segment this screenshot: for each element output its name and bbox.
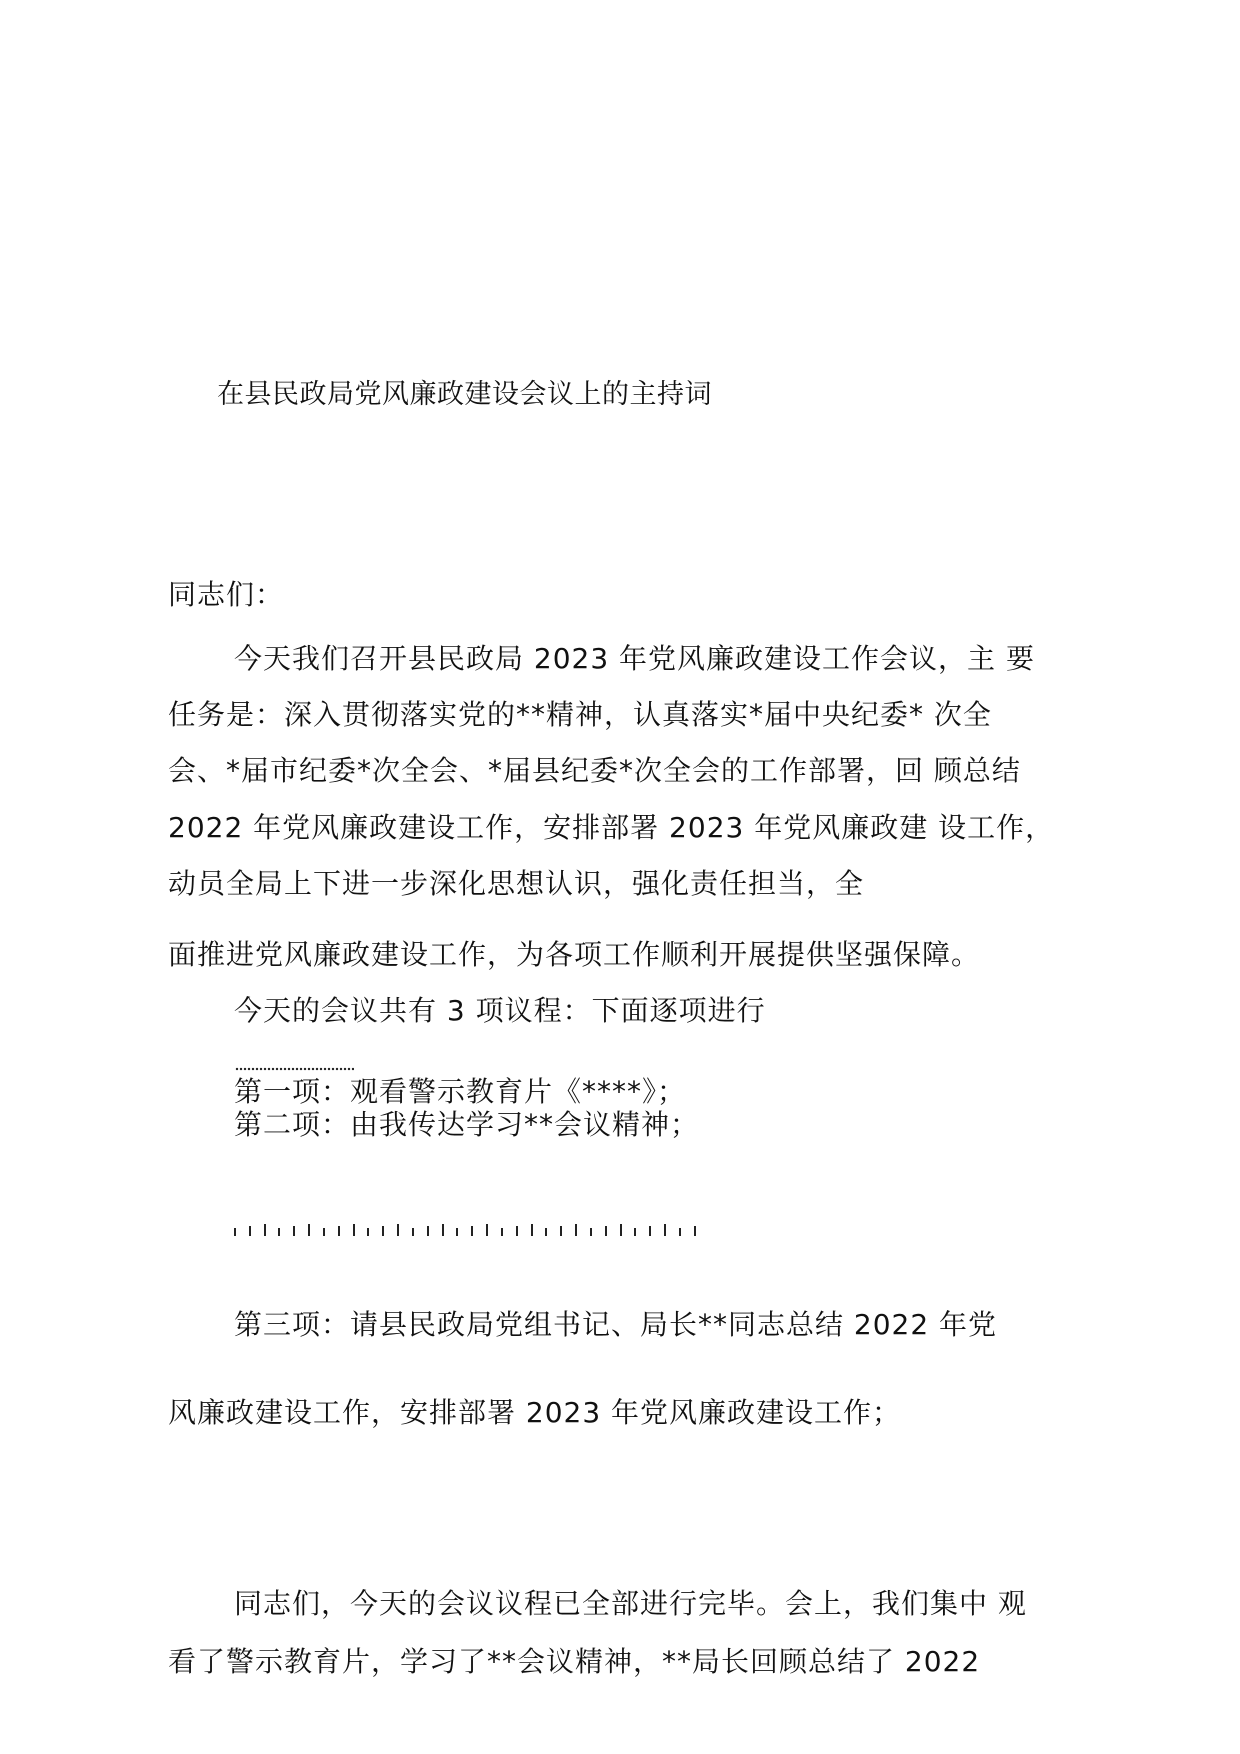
tick-mark <box>412 1228 414 1236</box>
agenda-item-3: 第三项：请县民政局党组书记、局长**同志总结 2022 年党 <box>234 1308 998 1341</box>
tick-mark <box>308 1224 310 1236</box>
tick-mark <box>278 1228 280 1236</box>
tick-mark <box>634 1228 636 1236</box>
agenda-item-1: 第一项：观看警示教育片《****》； <box>234 1075 687 1108</box>
tick-mark <box>501 1228 503 1236</box>
tick-mark <box>620 1224 622 1236</box>
tick-mark <box>367 1228 369 1236</box>
closing-line: 同志们，今天的会议议程已全部进行完毕。会上，我们集中 观 <box>234 1587 1027 1620</box>
paragraph-line: 2022 年党风廉政建设工作，安排部署 2023 年党风廉政建 设工作， <box>168 811 1055 844</box>
tick-mark <box>234 1228 236 1236</box>
tick-mark <box>353 1224 355 1236</box>
tick-mark <box>338 1226 340 1236</box>
tick-mark <box>649 1226 651 1236</box>
tick-mark <box>293 1226 295 1236</box>
tick-mark <box>397 1224 399 1236</box>
tick-mark <box>605 1226 607 1236</box>
agenda-item-2: 第二项：由我传达学习**会议精神； <box>234 1108 700 1141</box>
agenda-intro: 今天的会议共有 3 项议程：下面逐项进行 <box>234 994 766 1027</box>
dotted-rule <box>235 1067 354 1071</box>
greeting: 同志们： <box>168 578 285 611</box>
tick-mark <box>442 1224 444 1236</box>
tick-mark <box>575 1224 577 1236</box>
document-title: 在县民政局党风廉政建设会议上的主持词 <box>217 379 712 410</box>
paragraph-continuation: 面推进党风廉政建设工作，为各项工作顺利开展提供坚强保障。 <box>168 938 981 971</box>
closing-line: 看了警示教育片，学习了**会议精神，**局长回顾总结了 2022 <box>168 1645 981 1678</box>
tick-mark <box>664 1224 666 1236</box>
tick-mark <box>545 1228 547 1236</box>
tick-mark <box>679 1228 681 1236</box>
agenda-item-3-continuation: 风廉政建设工作，安排部署 2023 年党风廉政建设工作； <box>168 1396 902 1429</box>
paragraph-line: 动员全局上下进一步深化思想认识，强化责任担当，全 <box>168 867 865 900</box>
tick-mark <box>516 1226 518 1236</box>
paragraph-line: 任务是：深入贯彻落实党的**精神，认真落实*届中央纪委* 次全 <box>168 698 992 731</box>
tick-mark <box>471 1226 473 1236</box>
tick-mark <box>456 1228 458 1236</box>
tick-mark <box>560 1226 562 1236</box>
tick-mark <box>427 1226 429 1236</box>
tick-mark <box>382 1226 384 1236</box>
paragraph-line: 会、*届市纪委*次全会、*届县纪委*次全会的工作部署，回 顾总结 <box>168 754 1021 787</box>
tick-mark <box>694 1226 696 1236</box>
tick-mark <box>590 1228 592 1236</box>
tick-mark <box>249 1226 251 1236</box>
tick-mark-rule <box>234 1224 696 1236</box>
tick-mark <box>486 1224 488 1236</box>
tick-mark <box>264 1224 266 1236</box>
tick-mark <box>531 1224 533 1236</box>
tick-mark <box>323 1228 325 1236</box>
paragraph-line: 今天我们召开县民政局 2023 年党风廉政建设工作会议，主 要 <box>234 642 1035 675</box>
